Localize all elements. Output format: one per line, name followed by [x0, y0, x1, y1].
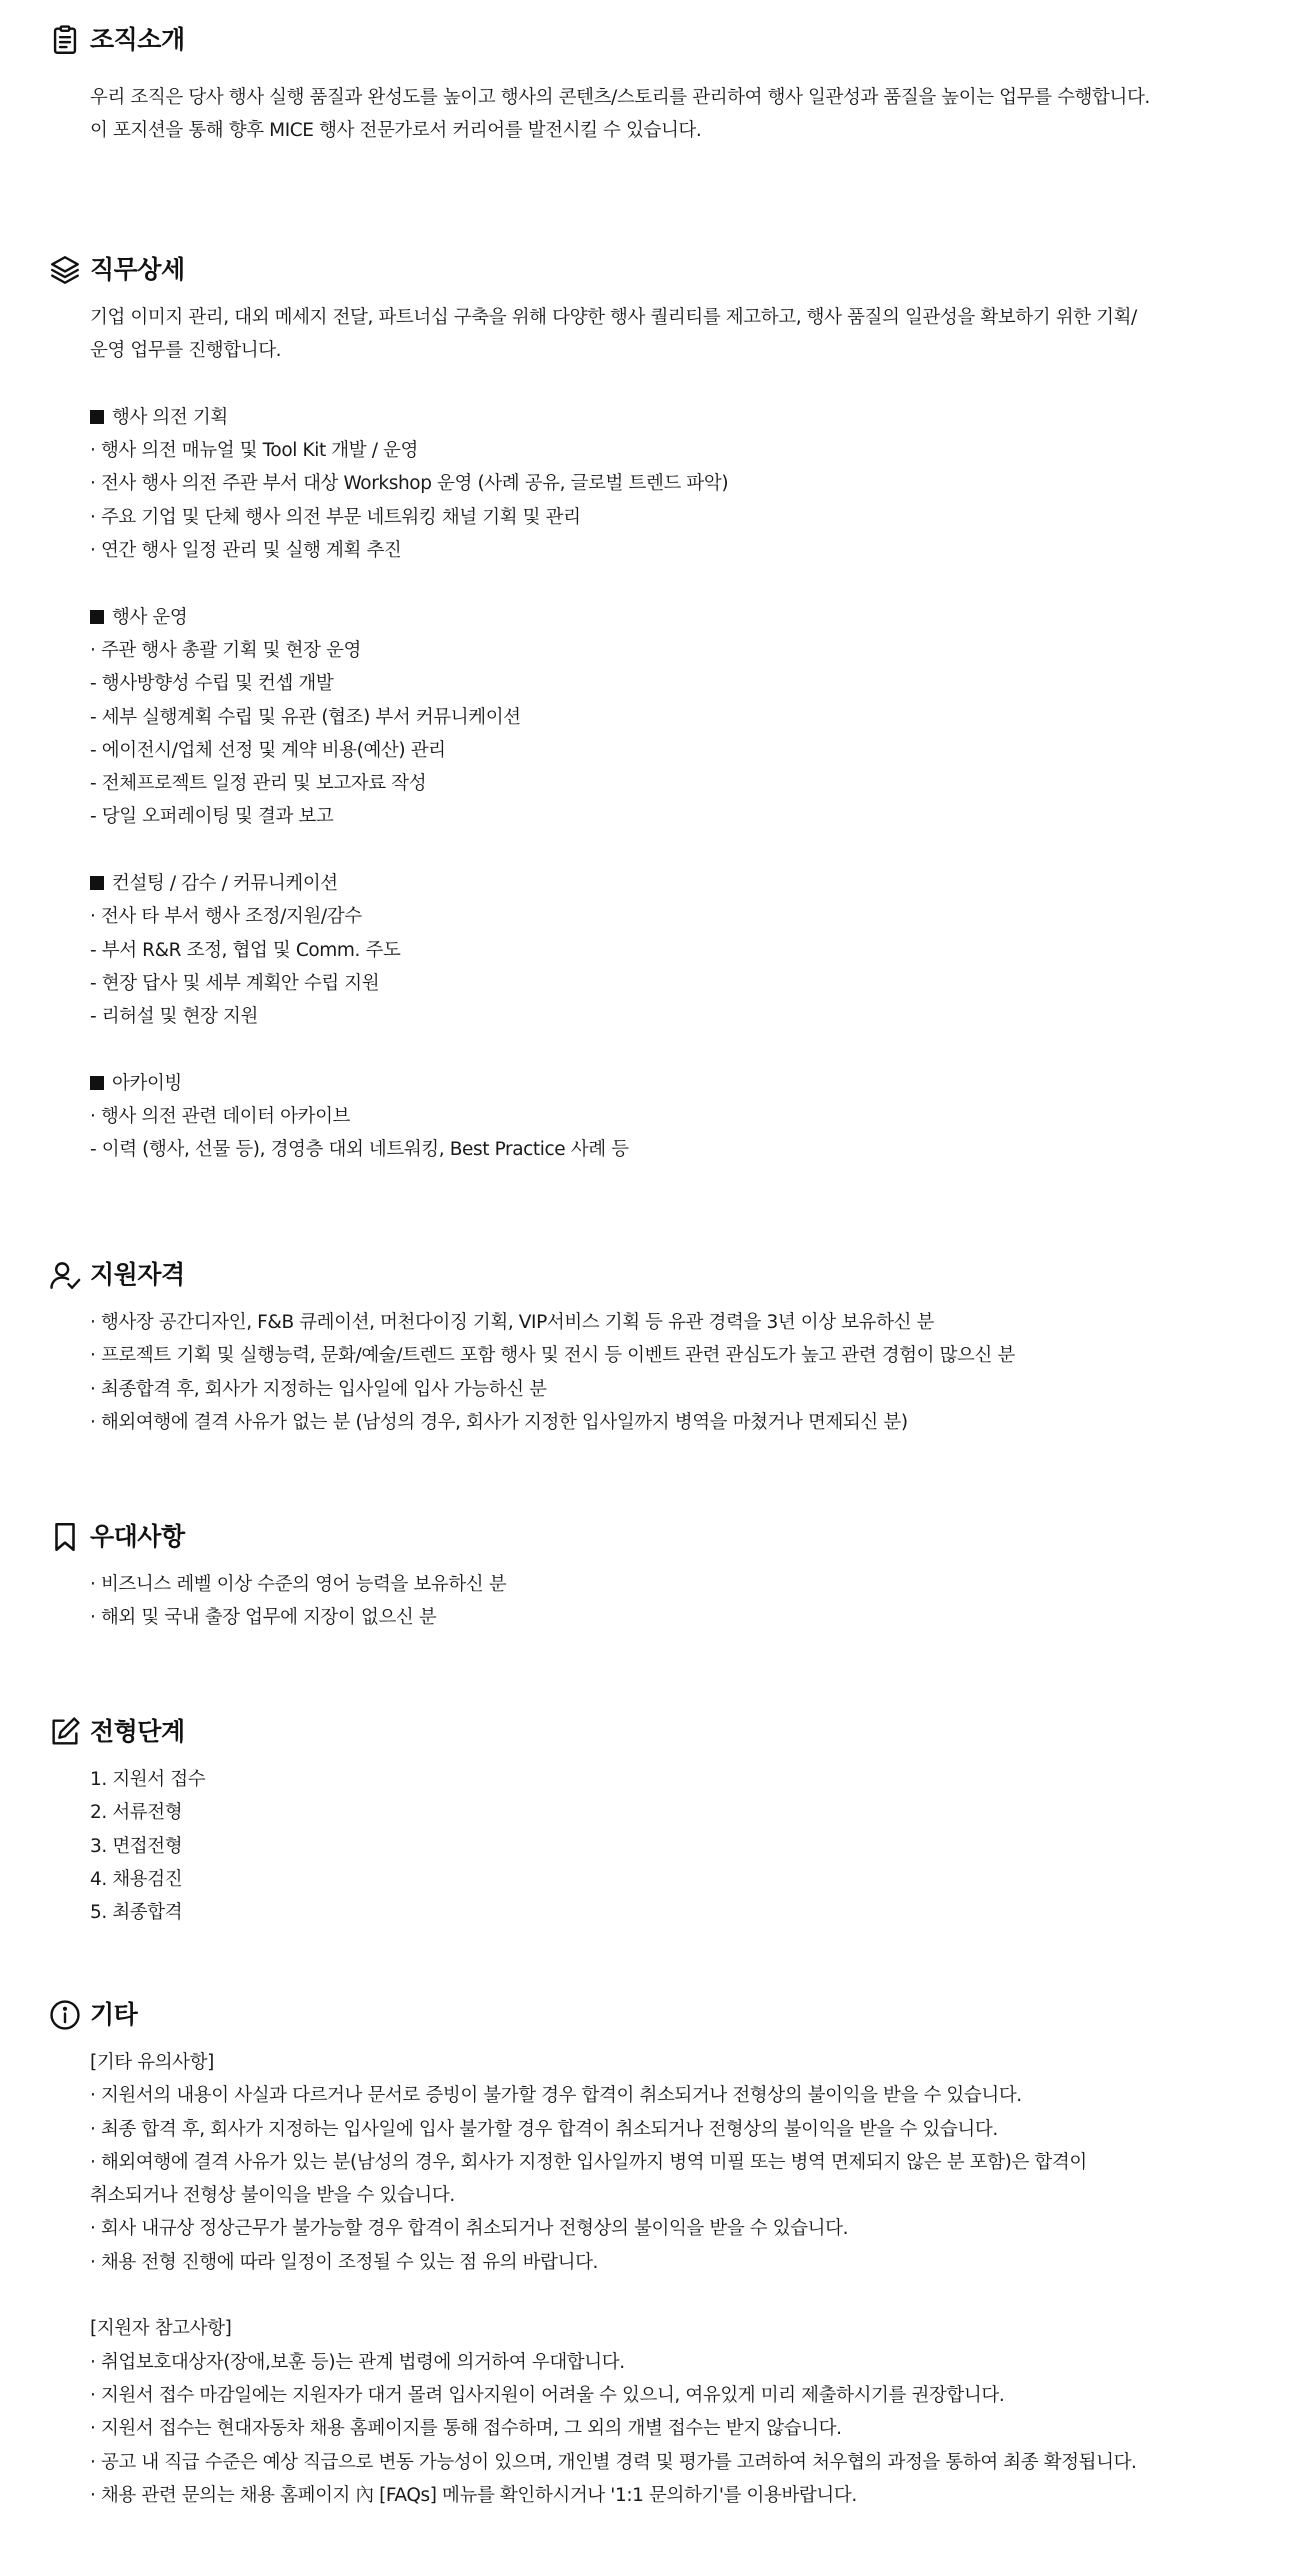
- list-item: 1. 지원서 접수: [90, 1769, 206, 1790]
- list-item: - 에이전시/업체 선정 및 계약 비용(예산) 관리: [90, 739, 446, 761]
- list-item: 3. 면접전형: [90, 1835, 183, 1857]
- layers-icon: [48, 253, 82, 287]
- list-item: · 행사 의전 관련 데이터 아카이브: [90, 1106, 351, 1128]
- list-item: - 리허설 및 현장 지원: [90, 1006, 258, 1028]
- section-body: [90, 1306, 1015, 1439]
- list-item: · 해외여행에 결격 사유가 있는 분(남성의 경우, 회사가 지정한 입사일까지 병역 미필 또는 병역 면제되지 않은 분 포함)은 합격이: [90, 2151, 1087, 2173]
- list-item: - 현장 답사 및 세부 계획안 수립 지원: [90, 972, 380, 994]
- list-item: 2. 서류전형: [90, 1802, 183, 1824]
- list-item: 4. 채용검진: [90, 1868, 183, 1890]
- list-item: - 세부 실행계획 수립 및 유관 (협조) 부서 커뮤니케이션: [90, 706, 521, 728]
- section-title: 지원자격: [90, 1260, 185, 1289]
- section-body: [90, 1568, 506, 1635]
- subsection-heading-text: 컨설팅 / 감수 / 커뮤니케이션: [112, 873, 338, 895]
- list-item: · 전사 타 부서 행사 조정/지원/감수: [90, 906, 362, 928]
- list-item: · 지원서의 내용이 사실과 다르거나 문서로 증빙이 불가할 경우 합격이 취소되거나 전형상의 불이익을 받을 수 있습니다.: [90, 2085, 1022, 2107]
- list-item: · 해외 및 국내 출장 업무에 지장이 없으신 분: [90, 1607, 437, 1629]
- info-icon: [48, 1998, 82, 2032]
- list-item: · 지원서 접수 마감일에는 지원자가 대거 몰려 입사지원이 어려울 수 있으니, 여유있게 미리 제출하시기를 권장합니다.: [90, 2384, 1005, 2406]
- list-item: · 행사 의전 매뉴얼 및 Tool Kit 개발 / 운영: [90, 440, 418, 462]
- subsection-heading: [90, 867, 1137, 900]
- clipboard-icon: [48, 23, 82, 57]
- section-process-header: [48, 1710, 82, 1754]
- list-item: · 전사 행사 의전 주관 부서 대상 Workshop 운영 (사례 공유, 글로벌 트렌드 파악): [90, 473, 729, 495]
- square-bullet-icon: [90, 410, 104, 424]
- list-item: - 부서 R&R 조정, 협업 및 Comm. 주도: [90, 939, 401, 961]
- section-preferences-header: [48, 1515, 82, 1559]
- section-body: [90, 2046, 1137, 2512]
- square-bullet-icon: [90, 610, 104, 624]
- section-title: 우대사항: [90, 1522, 185, 1551]
- subsection-heading: [90, 401, 1137, 434]
- list-item: · 해외여행에 결격 사유가 없는 분 (남성의 경우, 회사가 지정한 입사일까지 병역을 마쳤거나 면제되신 분): [90, 1411, 908, 1433]
- section-organization-header: [48, 18, 82, 62]
- subsection-heading-text: 행사 의전 기획: [112, 406, 228, 428]
- list-item: · 채용 관련 문의는 채용 홈페이지 內 [FAQs] 메뉴를 확인하시거나 '1:1 문의하기'를 이용바랍니다.: [90, 2484, 857, 2506]
- edit-icon: [48, 1715, 82, 1749]
- section-title: 전형단계: [90, 1717, 185, 1746]
- list-item: - 당일 오퍼레이팅 및 결과 보고: [90, 806, 334, 828]
- paragraph-line: 이 포지션을 통해 향후 MICE 행사 전문가로서 커리어를 발전시킬 수 있습니다.: [90, 120, 702, 142]
- subsection-heading-text: 아카이빙: [112, 1072, 182, 1094]
- list-item: - 전체프로젝트 일정 관리 및 보고자료 작성: [90, 773, 427, 795]
- subsection-heading: [90, 601, 1137, 634]
- list-item: · 공고 내 직급 수준은 예상 직급으로 변동 가능성이 있으며, 개인별 경력 및 평가를 고려하여 처우협의 과정을 통하여 최종 확정됩니다.: [90, 2451, 1137, 2473]
- list-item: · 주요 기업 및 단체 행사 의전 부문 네트워킹 채널 기획 및 관리: [90, 506, 581, 528]
- list-item: · 지원서 접수는 현대자동차 채용 홈페이지를 통해 접수하며, 그 외의 개별 접수는 받지 않습니다.: [90, 2418, 842, 2440]
- subsection-heading: [90, 1067, 1137, 1100]
- list-item: - 이력 (행사, 선물 등), 경영층 대외 네트워킹, Best Practice 사례 등: [90, 1139, 629, 1161]
- section-qualifications-header: [48, 1253, 82, 1297]
- paragraph-line: 운영 업무를 진행합니다.: [90, 340, 282, 362]
- section-body: [90, 1763, 205, 1929]
- references-heading: [지원자 참고사항]: [90, 2318, 232, 2340]
- list-item: · 연간 행사 일정 관리 및 실행 계획 추진: [90, 540, 402, 562]
- list-item: · 최종합격 후, 회사가 지정하는 입사일에 입사 가능하신 분: [90, 1378, 547, 1400]
- list-item: - 행사방향성 수립 및 컨셉 개발: [90, 673, 334, 695]
- section-duty-header: [48, 248, 82, 292]
- list-item: 취소되거나 전형상 불이익을 받을 수 있습니다.: [90, 2185, 455, 2207]
- section-title: 기타: [90, 2000, 138, 2029]
- list-item: · 프로젝트 기획 및 실행능력, 문화/예술/트렌드 포함 행사 및 전시 등 이벤트 관련 관심도가 높고 관련 경험이 많으신 분: [90, 1345, 1015, 1367]
- list-item: · 주관 행사 총괄 기획 및 현장 운영: [90, 639, 361, 661]
- user-check-icon: [48, 1258, 82, 1292]
- list-item: · 비즈니스 레벨 이상 수준의 영어 능력을 보유하신 분: [90, 1574, 507, 1595]
- list-item: 5. 최종합격: [90, 1902, 183, 1924]
- section-title: 직무상세: [90, 255, 185, 284]
- list-item: · 행사장 공간디자인, F&B 큐레이션, 머천다이징 기획, VIP서비스 기획 등 유관 경력을 3년 이상 보유하신 분: [90, 1312, 935, 1333]
- square-bullet-icon: [90, 876, 104, 890]
- list-item: · 취업보호대상자(장애,보훈 등)는 관계 법령에 의거하여 우대합니다.: [90, 2351, 625, 2373]
- notes-heading: [기타 유의사항]: [90, 2052, 214, 2073]
- paragraph-line: 우리 조직은 당사 행사 실행 품질과 완성도를 높이고 행사의 콘텐츠/스토리를 관리하여 행사 일관성과 품질을 높이는 업무를 수행합니다.: [90, 87, 1150, 108]
- square-bullet-icon: [90, 1076, 104, 1090]
- section-body: [90, 81, 1150, 148]
- list-item: · 회사 내규상 정상근무가 불가능할 경우 합격이 취소되거나 전형상의 불이익을 받을 수 있습니다.: [90, 2218, 849, 2240]
- section-etc-header: [48, 1993, 82, 2037]
- paragraph-line: 기업 이미지 관리, 대외 메세지 전달, 파트너십 구축을 위해 다양한 행사 퀄리티를 제고하고, 행사 품질의 일관성을 확보하기 위한 기획/: [90, 307, 1137, 328]
- section-body: [90, 301, 1137, 1167]
- list-item: · 최종 합격 후, 회사가 지정하는 입사일에 입사 불가할 경우 합격이 취소되거나 전형상의 불이익을 받을 수 있습니다.: [90, 2118, 998, 2140]
- section-title: 조직소개: [90, 25, 185, 54]
- list-item: · 채용 전형 진행에 따라 일정이 조정될 수 있는 점 유의 바랍니다.: [90, 2251, 599, 2273]
- subsection-heading-text: 행사 운영: [112, 606, 188, 628]
- bookmark-icon: [48, 1520, 82, 1554]
